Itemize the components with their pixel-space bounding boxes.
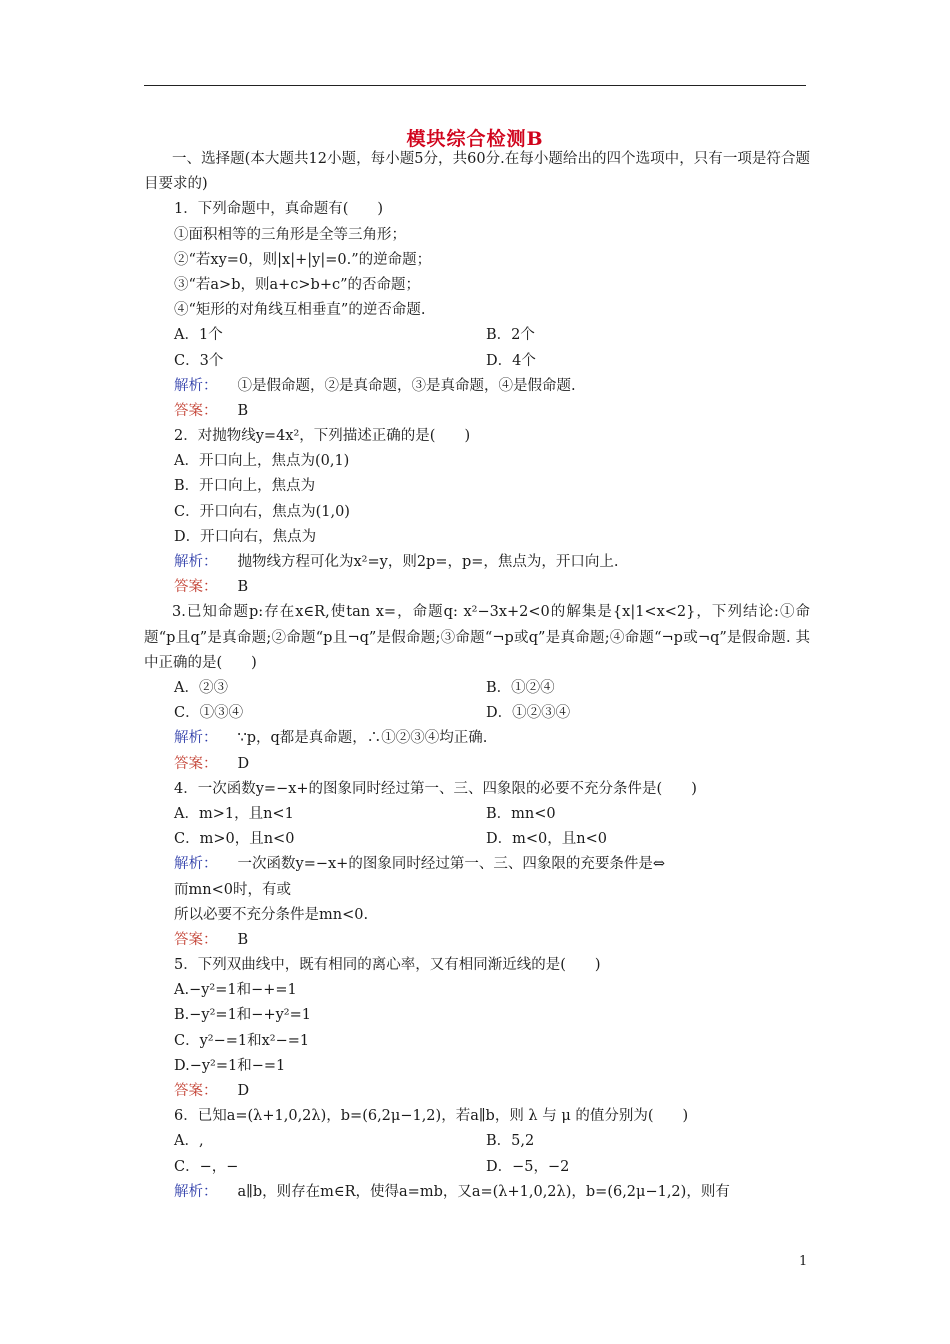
option-b: B．开口向上，焦点为 <box>174 478 316 495</box>
option-a: A．②③ <box>174 680 228 697</box>
q1-options-row <box>174 323 810 348</box>
q4-options-row <box>174 802 810 827</box>
q4-stem: 4．一次函数y=−x+的图象同时经过第一、三、四象限的必要不充分条件是( ) <box>174 780 697 797</box>
header-rule <box>144 85 806 86</box>
document-body <box>144 147 810 1205</box>
analysis-text: ∵p，q都是真命题，∴①②③④均正确. <box>237 730 488 747</box>
q6-options-row <box>174 1155 810 1180</box>
option-a: A．m>1，且n<1 <box>174 805 294 822</box>
option-d: D．4个 <box>486 352 536 369</box>
option-a: A.−y²=1和−+=1 <box>174 982 297 999</box>
option-b: B．mn<0 <box>486 805 556 822</box>
q5-answer <box>174 1079 810 1104</box>
q4-analysis-line: 而mn<0时，有或 <box>174 881 291 898</box>
q1-analysis <box>174 374 810 399</box>
analysis-label: 解析： <box>174 377 218 394</box>
option-a: A．1个 <box>174 327 223 344</box>
q4-analysis <box>174 852 810 877</box>
answer-label: 答案： <box>174 755 218 772</box>
analysis-text: ①是假命题，②是真命题，③是真命题，④是假命题. <box>237 377 576 394</box>
analysis-text: 一次函数y=−x+的图象同时经过第一、三、四象限的充要条件是⇔ <box>237 856 665 873</box>
analysis-label: 解析： <box>174 856 218 873</box>
q6-options-row <box>174 1129 810 1154</box>
q4-answer <box>174 928 810 953</box>
option-d: D．m<0，且n<0 <box>486 831 607 848</box>
answer-label: 答案： <box>174 931 218 948</box>
q1-answer <box>174 399 810 424</box>
option-b: B．①②④ <box>486 680 555 697</box>
q4-analysis-line: 所以必要不充分条件是mn<0. <box>174 906 369 923</box>
q1-item: ②“若xy=0，则|x|+|y|=0.”的逆命题； <box>174 251 432 268</box>
analysis-label: 解析： <box>174 554 218 571</box>
answer-value: D <box>237 1083 250 1100</box>
q3-analysis <box>174 726 810 751</box>
q1-item: ④“矩形的对角线互相垂直”的逆否命题. <box>174 302 426 319</box>
q2-answer <box>174 575 810 600</box>
q1-stem: 1．下列命题中，真命题有( ) <box>174 201 384 218</box>
option-c: C．y²−=1和x²−=1 <box>174 1032 310 1049</box>
answer-label: 答案： <box>174 1083 218 1100</box>
answer-label: 答案： <box>174 579 218 596</box>
q2-stem: 2．对抛物线y=4x²，下列描述正确的是( ) <box>174 428 471 445</box>
option-d: D．开口向右，焦点为 <box>174 528 317 545</box>
instructions: 一、选择题(本大题共12小题，每小题5分，共60分.在每小题给出的四个选项中，只有一项是符合题目要求的) <box>144 151 810 193</box>
answer-value: B <box>237 402 249 419</box>
page-number: 1 <box>799 1254 808 1269</box>
answer-label: 答案： <box>174 402 218 419</box>
option-c: C．①③④ <box>174 705 244 722</box>
q3-stem: 3.已知命题p:存在x∈R,使tan x=，命题q: x²−3x+2<0的解集是{x|1<x<2}，下列结论:①命题“p且q”是真命题;②命题“p且¬q”是假命题;③命题“¬p或q”是真命题;④命题“¬p或¬q”是假命题. 其中正确的是( ) <box>144 604 810 671</box>
q3-answer <box>174 752 810 777</box>
analysis-text: a∥b，则存在m∈R，使得a=mb，又a=(λ+1,0,2λ)，b=(6,2μ−1,2)，则有 <box>237 1183 730 1200</box>
analysis-text: 抛物线方程可化为x²=y，则2p=，p=，焦点为，开口向上. <box>237 554 619 571</box>
option-b: B.−y²=1和−+y²=1 <box>174 1007 311 1024</box>
q3-options-row <box>174 676 810 701</box>
q5-stem: 5．下列双曲线中，既有相同的离心率，又有相同渐近线的是( ) <box>174 957 601 974</box>
q3-options-row <box>174 701 810 726</box>
answer-value: B <box>237 931 249 948</box>
q4-options-row <box>174 827 810 852</box>
q6-stem: 6．已知a=(λ+1,0,2λ)，b=(6,2μ−1,2)，若a∥b，则 λ 与 μ 的值分别为( ) <box>174 1108 689 1125</box>
q6-analysis <box>174 1180 810 1205</box>
option-c: C．m>0，且n<0 <box>174 831 295 848</box>
option-c: C．−，− <box>174 1158 239 1175</box>
answer-value: B <box>237 579 249 596</box>
analysis-label: 解析： <box>174 730 218 747</box>
q1-item: ①面积相等的三角形是全等三角形； <box>174 226 406 243</box>
option-d: D．①②③④ <box>486 705 571 722</box>
option-a: A．, <box>174 1133 204 1150</box>
option-c: C．开口向右，焦点为(1,0) <box>174 503 350 520</box>
option-c: C．3个 <box>174 352 224 369</box>
option-b: B．2个 <box>486 327 535 344</box>
answer-value: D <box>237 755 250 772</box>
page-title: 模块综合检测B <box>406 128 544 150</box>
q2-analysis <box>174 550 810 575</box>
q1-item: ③“若a>b，则a+c>b+c”的否命题； <box>174 276 421 293</box>
option-d: D.−y²=1和−=1 <box>174 1057 286 1074</box>
option-d: D．−5，−2 <box>486 1158 570 1175</box>
option-b: B．5,2 <box>486 1133 535 1150</box>
analysis-label: 解析： <box>174 1183 218 1200</box>
q1-options-row <box>174 349 810 374</box>
option-a: A．开口向上，焦点为(0,1) <box>174 453 350 470</box>
